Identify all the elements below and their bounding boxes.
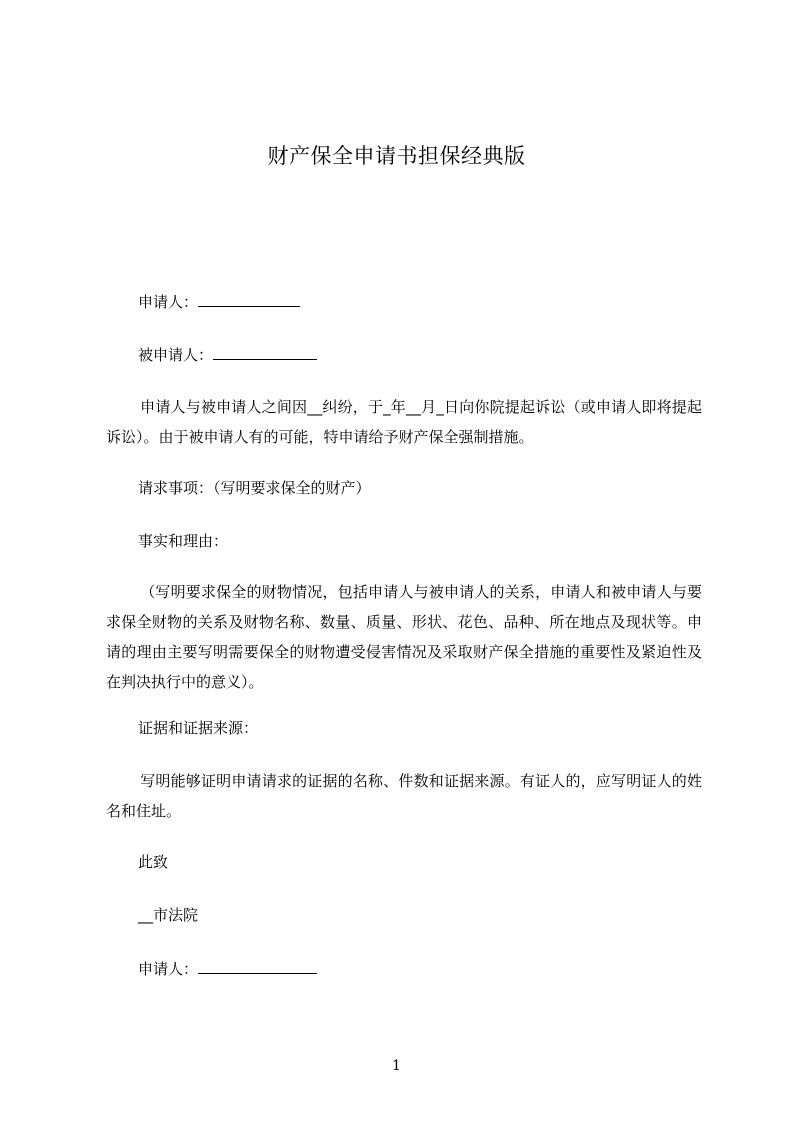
- request-heading: 请求事项：（写明要求保全的财产）: [138, 479, 371, 497]
- evidence-text: 写明能够证明申请请求的证据的名称、件数和证据来源。有证人的，应写明证人的姓名和住址。: [106, 772, 702, 820]
- closing-text: 此致: [138, 853, 169, 871]
- applicant-label: 申请人：: [138, 293, 199, 311]
- page-number: 1: [392, 1058, 401, 1074]
- intro-text: 申请人与被申请人之间因__纠纷，于_年__月_日向你院提起诉讼（或申请人即将提起诉讼）。由于被申请人有的可能，特申请给予财产保全强制措施。: [106, 398, 702, 446]
- respondent-label: 被申请人：: [138, 346, 214, 364]
- evidence-heading: 证据和证据来源：: [138, 719, 259, 737]
- signature-blank: [198, 958, 317, 974]
- facts-heading: 事实和理由：: [138, 532, 229, 550]
- document-title: 财产保全申请书担保经典版: [267, 144, 526, 168]
- applicant-blank: [198, 291, 300, 307]
- respondent-line: [138, 344, 317, 365]
- respondent-blank: [213, 344, 317, 360]
- evidence-paragraph: [106, 766, 702, 826]
- facts-text: （写明要求保全的财物情况，包括申请人与被申请人的关系，申请人和被申请人与要求保全财物的关系及财物名称、数量、质量、形状、花色、品种、所在地点及现状等。申请的理由主要写明需要保全的财物遭受侵害情况及采取财产保全措施的重要性及紧迫性及在判决执行中的意义）。: [106, 583, 702, 691]
- intro-paragraph: [106, 392, 702, 452]
- facts-paragraph: [106, 577, 702, 697]
- signature-label: 申请人：: [138, 960, 199, 978]
- court-name: __市法院: [138, 906, 199, 924]
- signature-line: [138, 958, 317, 979]
- applicant-line: [138, 291, 300, 312]
